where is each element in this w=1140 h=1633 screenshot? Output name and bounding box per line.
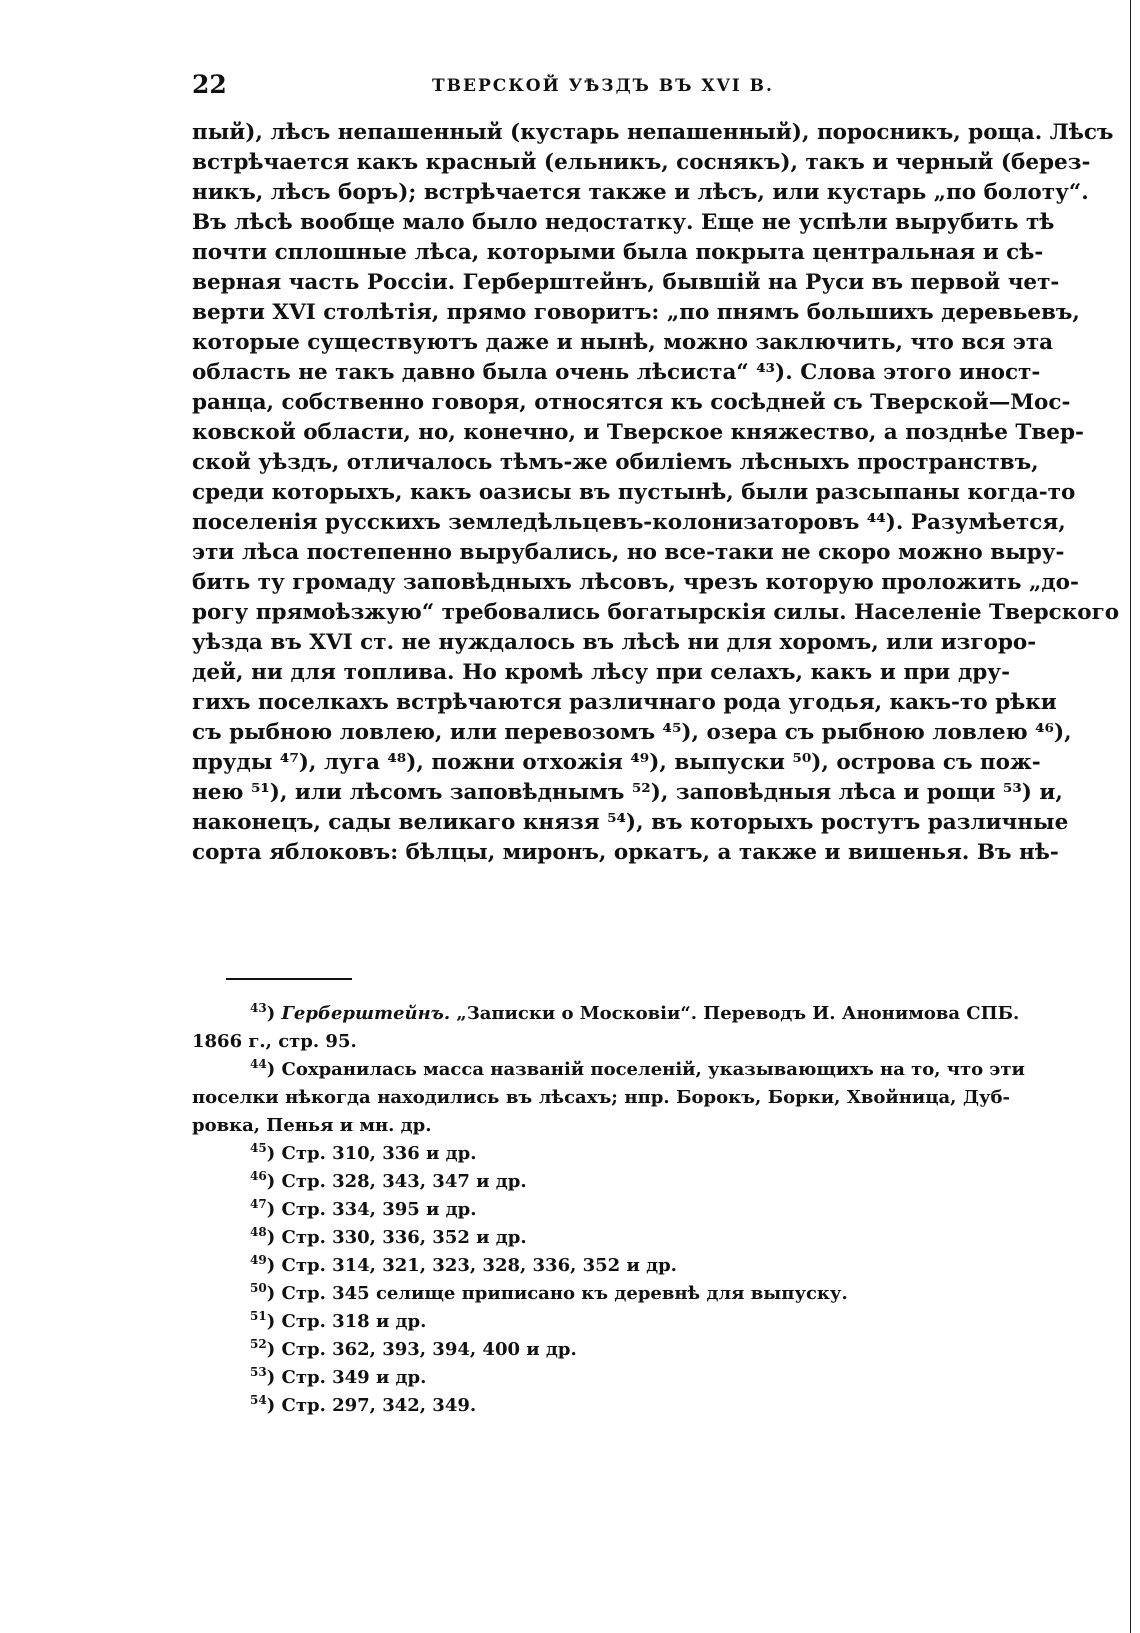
body-line: почти сплошные лѣса, которыми была покрыта центральная и сѣ- [192,240,1044,265]
footnote-author: Герберштейнъ. [281,1003,451,1024]
footnote-46: $^{46}$) Стр. 328, 343, 347 и др. [250,1169,527,1192]
footnote-marker: 43 [250,1001,267,1015]
body-line: наконецъ, сады великаго князя ⁵⁴), въ которыхъ ростутъ различные [192,810,1069,835]
body-line: дей, ни для топлива. Но кромѣ лѣсу при селахъ, какъ и при дру- [192,660,1010,685]
body-line: встрѣчается какъ красный (ельникъ, соснякъ), такъ и черный (берез- [192,150,1091,175]
footnote-text: Стр. 345 селище приписано къ деревнѣ для выпуску. [281,1283,848,1304]
footnote-marker: 51 [250,1309,267,1323]
footnote-text: Стр. 328, 343, 347 и др. [281,1171,527,1192]
footnote-53: $^{53}$) Стр. 349 и др. [250,1365,427,1388]
footnote-text: Стр. 297, 342, 349. [281,1395,477,1416]
body-line: среди которыхъ, какъ оазисы въ пустынѣ, были разсыпаны когда-то [192,480,1076,505]
body-line: верная часть Россіи. Герберштейнъ, бывшій на Руси въ первой чет- [192,270,1060,295]
footnote-marker: 49 [250,1253,267,1267]
footnote-marker: 46 [250,1169,267,1183]
running-title: ТВЕРСКОЙ УѢЗДЪ ВЪ XVI В. [432,76,774,96]
footnote-marker: 44 [250,1057,267,1071]
page-header [192,68,1010,104]
footnote-52: $^{52}$) Стр. 362, 393, 394, 400 и др. [250,1337,577,1360]
footnote-text: Сохранилась масса названій поселеній, указывающихъ на то, что эти [281,1059,1025,1080]
body-text [192,118,1120,868]
footnote-text: Стр. 349 и др. [281,1367,427,1388]
footnote-43: $^{43}$) Герберштейнъ. „Записки о Московіи“. Переводъ И. Анонимова СПБ. [250,1001,1020,1024]
body-line: никъ, лѣсъ боръ); встрѣчается также и лѣсъ, или кустарь „по болоту“. [192,180,1089,205]
footnote-text: Стр. 318 и др. [281,1311,427,1332]
footnote-marker: 48 [250,1225,267,1239]
footnote-47: $^{47}$) Стр. 334, 395 и др. [250,1197,477,1220]
body-line: пруды ⁴⁷), луга ⁴⁸), пожни отхожія ⁴⁹), выпуски ⁵⁰), острова съ пож- [192,750,1041,775]
footnote-44-cont: ровка, Пенья и мн. др. [192,1115,432,1136]
body-line: гихъ поселкахъ встрѣчаются различнаго рода угодья, какъ-то рѣки [192,690,1057,715]
body-line: поселенія русскихъ земледѣльцевъ-колонизаторовъ ⁴⁴). Разумѣется, [192,510,1066,535]
body-line: область не такъ давно была очень лѣсиста“ ⁴³). Слова этого иност- [192,360,1041,385]
footnote-marker: 45 [250,1141,267,1155]
body-line: съ рыбною ловлею, или перевозомъ ⁴⁵), озера съ рыбною ловлею ⁴⁶), [192,720,1072,745]
body-line: сорта яблоковъ: бѣлцы, миронъ, оркатъ, а также и вишенья. Въ нѣ- [192,840,1059,865]
footnote-marker: 53 [250,1365,267,1379]
footnote-text: Стр. 330, 336, 352 и др. [281,1227,527,1248]
page-edge-line [1130,0,1131,1633]
footnote-text: Стр. 310, 336 и др. [281,1143,477,1164]
body-line: ской уѣздъ, отличалось тѣмъ-же обиліемъ лѣсныхъ пространствъ, [192,450,1039,475]
footnotes [192,1000,1025,1420]
footnote-marker: 52 [250,1337,267,1351]
footnote-49: $^{49}$) Стр. 314, 321, 323, 328, 336, 352 и др. [250,1253,677,1276]
footnote-51: $^{51}$) Стр. 318 и др. [250,1309,427,1332]
body-line: пый), лѣсъ непашенный (кустарь непашенный), поросникъ, роща. Лѣсъ [192,120,1114,145]
footnote-44-cont: поселки нѣкогда находились въ лѣсахъ; нпр. Борокъ, Борки, Хвойница, Дуб- [192,1087,1010,1108]
body-line: нею ⁵¹), или лѣсомъ заповѣднымъ ⁵²), заповѣдныя лѣса и рощи ⁵³) и, [192,780,1063,805]
footnote-43-cont: 1866 г., стр. 95. [192,1031,357,1052]
footnote-44: $^{44}$) Сохранилась масса названій поселеній, указывающихъ на то, что эти [250,1057,1025,1080]
footnote-45: $^{45}$) Стр. 310, 336 и др. [250,1141,477,1164]
body-line: эти лѣса постепенно вырубались, но все-таки не скоро можно выру- [192,540,1065,565]
footnote-50: $^{50}$) Стр. 345 селище приписано къ деревнѣ для выпуску. [250,1281,848,1304]
footnote-text: „Записки о Московіи“. Переводъ И. Анонимова СПБ. [450,1003,1020,1024]
body-line: Въ лѣсѣ вообще мало было недостатку. Еще не успѣли вырубить тѣ [192,210,1055,235]
footnote-text: Стр. 314, 321, 323, 328, 336, 352 и др. [281,1255,677,1276]
footnote-48: $^{48}$) Стр. 330, 336, 352 и др. [250,1225,527,1248]
footnote-text: Стр. 334, 395 и др. [281,1199,477,1220]
body-line: бить ту громаду заповѣдныхъ лѣсовъ, чрезъ которую проложить „до- [192,570,1079,595]
footnote-separator [226,978,352,980]
body-line: верти XVI столѣтія, прямо говоритъ: „по пнямъ большихъ деревьевъ, [192,300,1080,325]
footnote-54: $^{54}$) Стр. 297, 342, 349. [250,1393,477,1416]
body-line: ковской области, но, конечно, и Тверское княжество, а позднѣе Твер- [192,420,1084,445]
footnote-marker: 54 [250,1393,267,1407]
body-line: ранца, собственно говоря, относятся къ сосѣдней съ Тверской—Мос- [192,390,1071,415]
footnote-marker: 50 [250,1281,267,1295]
footnote-marker: 47 [250,1197,267,1211]
body-line: уѣзда въ XVI ст. не нуждалось въ лѣсѣ ни для хоромъ, или изгоро- [192,630,1037,655]
body-line: рогу прямоѣзжую“ требовались богатырскія силы. Населеніе Тверского [192,600,1120,625]
body-line: которые существуютъ даже и нынѣ, можно заключить, что вся эта [192,330,1054,355]
page-number: 22 [192,70,227,99]
footnote-text: Стр. 362, 393, 394, 400 и др. [281,1339,577,1360]
